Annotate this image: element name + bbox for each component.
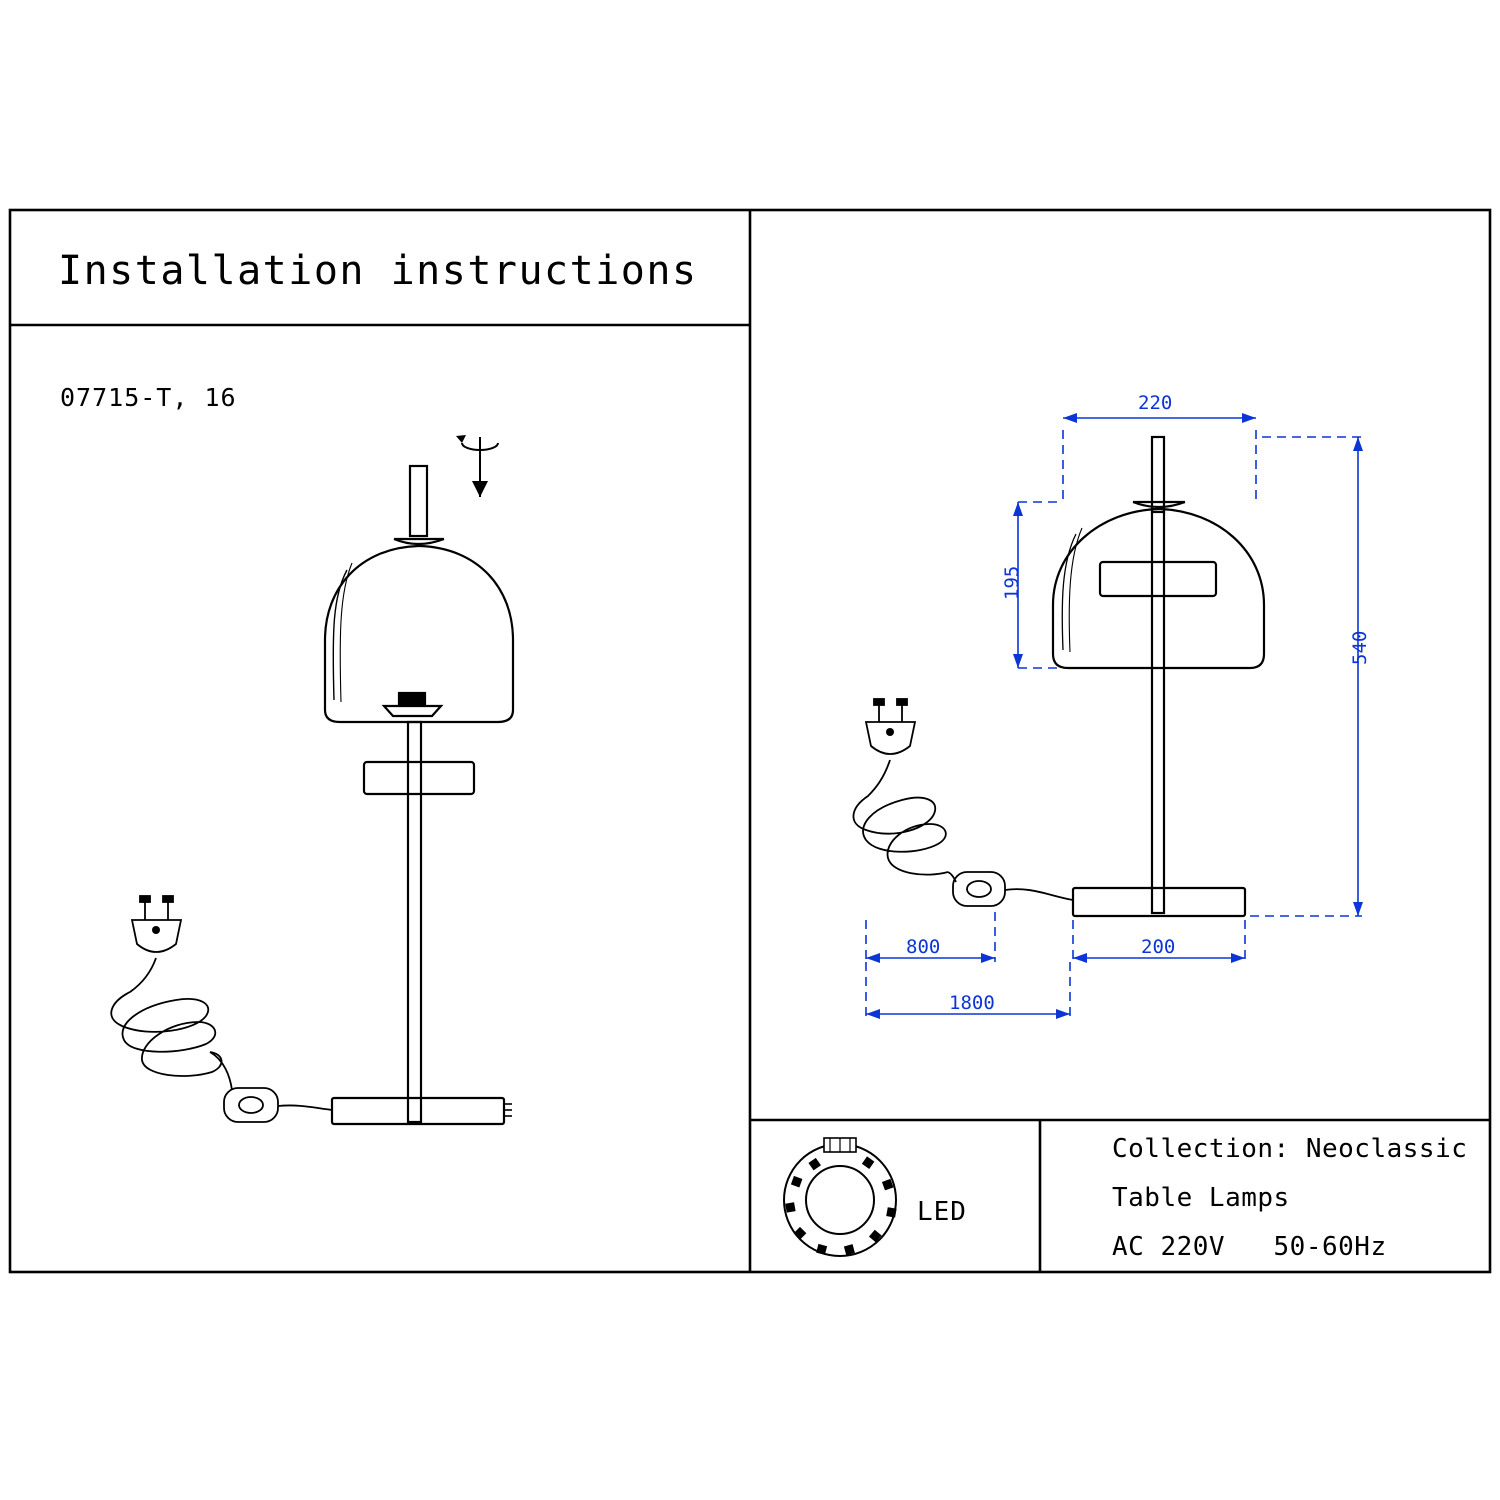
lamp-assembly-left-view <box>111 435 513 1124</box>
dimension-label-total-height: 540 <box>1349 630 1371 665</box>
power-cord-right <box>853 699 1073 906</box>
dimension-label-cord-total: 1800 <box>949 992 995 1014</box>
info-collection: Collection: Neoclassic <box>1112 1134 1468 1164</box>
dimension-label-shade-width: 220 <box>1138 392 1173 414</box>
lamp-assembly-right-view <box>853 437 1264 916</box>
dimension-label-cord-to-switch: 800 <box>906 936 941 958</box>
info-voltage: AC 220V 50-60Hz <box>1112 1232 1387 1262</box>
page-title: Installation instructions <box>58 248 698 294</box>
info-product-type: Table Lamps <box>1112 1183 1290 1213</box>
power-cord-left <box>111 896 332 1122</box>
dimension-label-shade-height: 195 <box>1001 565 1023 600</box>
dimension-lines <box>866 413 1363 1019</box>
rotate-symbol-icon <box>456 435 498 497</box>
model-code: 07715-T, 16 <box>60 383 237 412</box>
led-label: LED <box>917 1197 967 1227</box>
title-block-divider <box>10 210 1490 1272</box>
dimension-label-base-width: 200 <box>1141 936 1176 958</box>
led-ring-icon <box>784 1138 897 1256</box>
